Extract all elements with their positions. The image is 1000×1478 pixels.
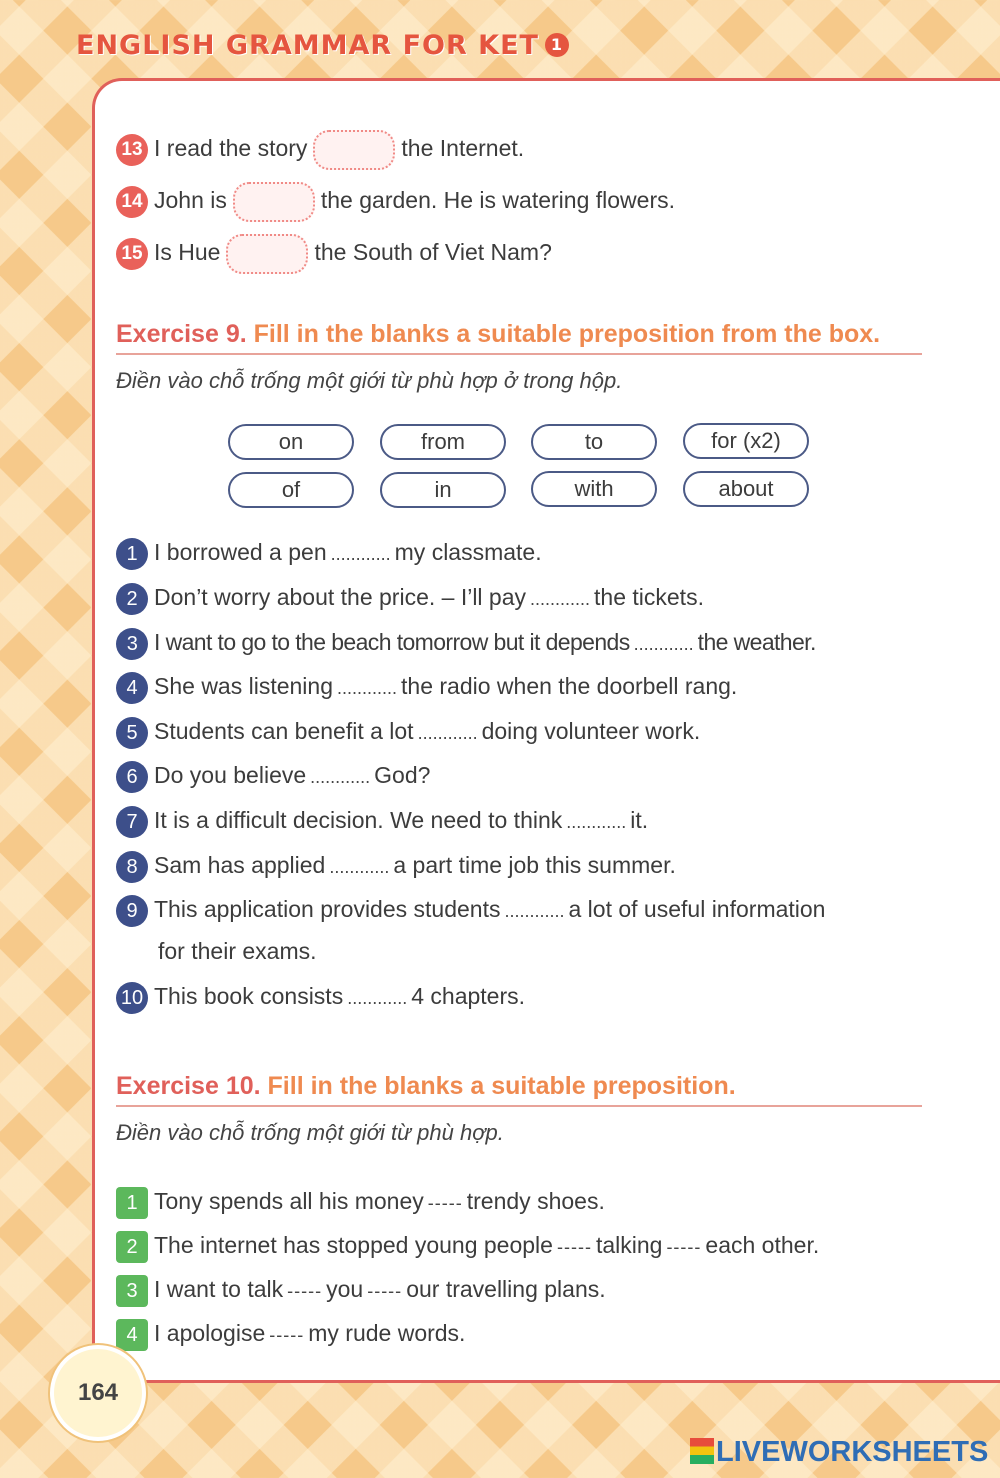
ex9-item-5 [116, 717, 700, 749]
item-text-before: I borrowed a pen [154, 539, 327, 566]
liveworksheets-watermark [690, 1436, 988, 1469]
item-text: Tony spends all his money [154, 1188, 424, 1215]
item-text: each other. [705, 1232, 820, 1259]
item-number: 8 [116, 851, 148, 883]
volume-badge: 1 [545, 33, 569, 57]
item-text-after: doing volunteer work. [481, 718, 701, 745]
item-number: 13 [116, 134, 148, 166]
exercise-9-subtitle: Điền vào chỗ trống một giới từ phù hợp ở trong hộp. [116, 368, 623, 393]
item-text: The internet has stopped young people [154, 1232, 553, 1259]
item-text-after: a lot of useful information [568, 896, 826, 923]
ex10-item-4 [116, 1319, 465, 1351]
item-number: 9 [116, 895, 148, 927]
ex9-item-8 [116, 851, 676, 883]
word-box-item: with [531, 471, 657, 507]
item-text-before: Don’t worry about the price. – I’ll pay [154, 584, 527, 611]
answer-blank[interactable]: ----- [287, 1281, 323, 1302]
ex9-item-6 [116, 761, 430, 793]
book-title [76, 30, 569, 61]
item-text: trendy shoes. [466, 1188, 605, 1215]
answer-blank[interactable]: ............ [504, 901, 565, 922]
item-number: 15 [116, 238, 148, 270]
item-text-after: a part time job this summer. [393, 852, 676, 879]
word-box-item: of [228, 472, 354, 508]
item-number: 5 [116, 717, 148, 749]
answer-blank[interactable]: ----- [427, 1193, 463, 1214]
item-text-before: I read the story [154, 135, 308, 162]
item-text-before: John is [154, 187, 227, 214]
ex9-item-7 [116, 806, 648, 838]
item-text-before: It is a difficult decision. We need to think [154, 807, 563, 834]
item-text-before: Is Hue [154, 239, 221, 266]
item-text: our travelling plans. [406, 1276, 606, 1303]
watermark-text: LIVEWORKSHEETS [716, 1436, 989, 1468]
word-box-item: in [380, 472, 506, 508]
item-text-before: I want to go to the beach tomorrow but it depends [154, 629, 630, 656]
item-text: I want to talk [154, 1276, 284, 1303]
word-box-item: to [531, 424, 657, 460]
item-text-before: She was listening [154, 673, 333, 700]
item-text-after: the tickets. [594, 584, 704, 611]
item-number: 10 [116, 982, 148, 1014]
ex10-item-3 [116, 1275, 606, 1307]
answer-blank[interactable]: ............ [530, 589, 591, 610]
answer-blank[interactable]: ............ [329, 857, 390, 878]
exercise-9-title [116, 320, 922, 355]
item-number: 4 [116, 672, 148, 704]
ex9-item-4 [116, 672, 737, 704]
answer-blank[interactable]: ----- [269, 1325, 305, 1346]
item-number: 1 [116, 538, 148, 570]
answer-blank[interactable]: ----- [556, 1237, 592, 1258]
item-number: 1 [116, 1187, 148, 1219]
ex9-item-1 [116, 538, 542, 570]
answer-blank[interactable] [313, 130, 395, 170]
exercise-instruction: Fill in the blanks a suitable preposition from the box. [253, 320, 881, 348]
liveworksheets-logo-icon [690, 1438, 714, 1464]
item-text-before: Do you believe [154, 762, 307, 789]
item-number: 3 [116, 1275, 148, 1307]
exercise-label: Exercise 10. [116, 1072, 261, 1100]
word-box-item: for (x2) [683, 423, 809, 459]
ex9-item-9-continuation: for their exams. [158, 938, 317, 964]
item-text: my rude words. [308, 1320, 466, 1347]
page-number: 164 [50, 1345, 146, 1441]
item-text-after: the garden. He is watering flowers. [320, 187, 675, 214]
item-text: you [326, 1276, 364, 1303]
item-text-before: This application provides students [154, 896, 501, 923]
exercise-10-title [116, 1072, 922, 1107]
item-number: 3 [116, 628, 148, 660]
item-text-after: the Internet. [401, 135, 525, 162]
item-number: 14 [116, 186, 148, 218]
exercise-instruction: Fill in the blanks a suitable preposition. [267, 1072, 736, 1100]
exercise-10-subtitle: Điền vào chỗ trống một giới từ phù hợp. [116, 1120, 504, 1145]
answer-blank[interactable] [226, 234, 308, 274]
exercise-label: Exercise 9. [116, 320, 247, 348]
book-title-text: ENGLISH GRAMMAR FOR KET [76, 30, 539, 61]
prev-item-15 [116, 234, 552, 274]
item-text-before: Sam has applied [154, 852, 326, 879]
ex10-item-1 [116, 1187, 605, 1219]
prev-item-14 [116, 182, 675, 222]
item-number: 4 [116, 1319, 148, 1351]
item-text-before: Students can benefit a lot [154, 718, 414, 745]
answer-blank[interactable]: ............ [633, 634, 694, 655]
item-text-after: 4 chapters. [411, 983, 526, 1010]
word-box-item: from [380, 424, 506, 460]
item-number: 7 [116, 806, 148, 838]
answer-blank[interactable] [233, 182, 315, 222]
answer-blank[interactable]: ............ [347, 988, 408, 1009]
answer-blank[interactable]: ............ [417, 723, 478, 744]
item-text-after: the South of Viet Nam? [314, 239, 552, 266]
answer-blank[interactable]: ............ [330, 544, 391, 565]
ex9-item-9 [116, 895, 825, 927]
item-text-after: it. [630, 807, 649, 834]
item-text-after: the weather. [697, 629, 816, 656]
word-box-item: on [228, 424, 354, 460]
item-text-after: the radio when the doorbell rang. [401, 673, 738, 700]
ex10-item-2 [116, 1231, 819, 1263]
item-text: talking [595, 1232, 663, 1259]
item-text-before: This book consists [154, 983, 344, 1010]
answer-blank[interactable]: ............ [310, 767, 371, 788]
item-number: 2 [116, 583, 148, 615]
word-box-item: about [683, 471, 809, 507]
item-text-after: God? [374, 762, 431, 789]
ex9-item-2 [116, 583, 704, 615]
prev-item-13 [116, 130, 524, 170]
answer-blank[interactable]: ----- [666, 1237, 702, 1258]
item-number: 2 [116, 1231, 148, 1263]
answer-blank[interactable]: ----- [367, 1281, 403, 1302]
ex9-item-3 [116, 628, 816, 660]
answer-blank[interactable]: ............ [337, 678, 398, 699]
item-text: I apologise [154, 1320, 266, 1347]
item-text-after: my classmate. [394, 539, 542, 566]
item-number: 6 [116, 761, 148, 793]
answer-blank[interactable]: ............ [566, 812, 627, 833]
ex9-item-10 [116, 982, 525, 1014]
